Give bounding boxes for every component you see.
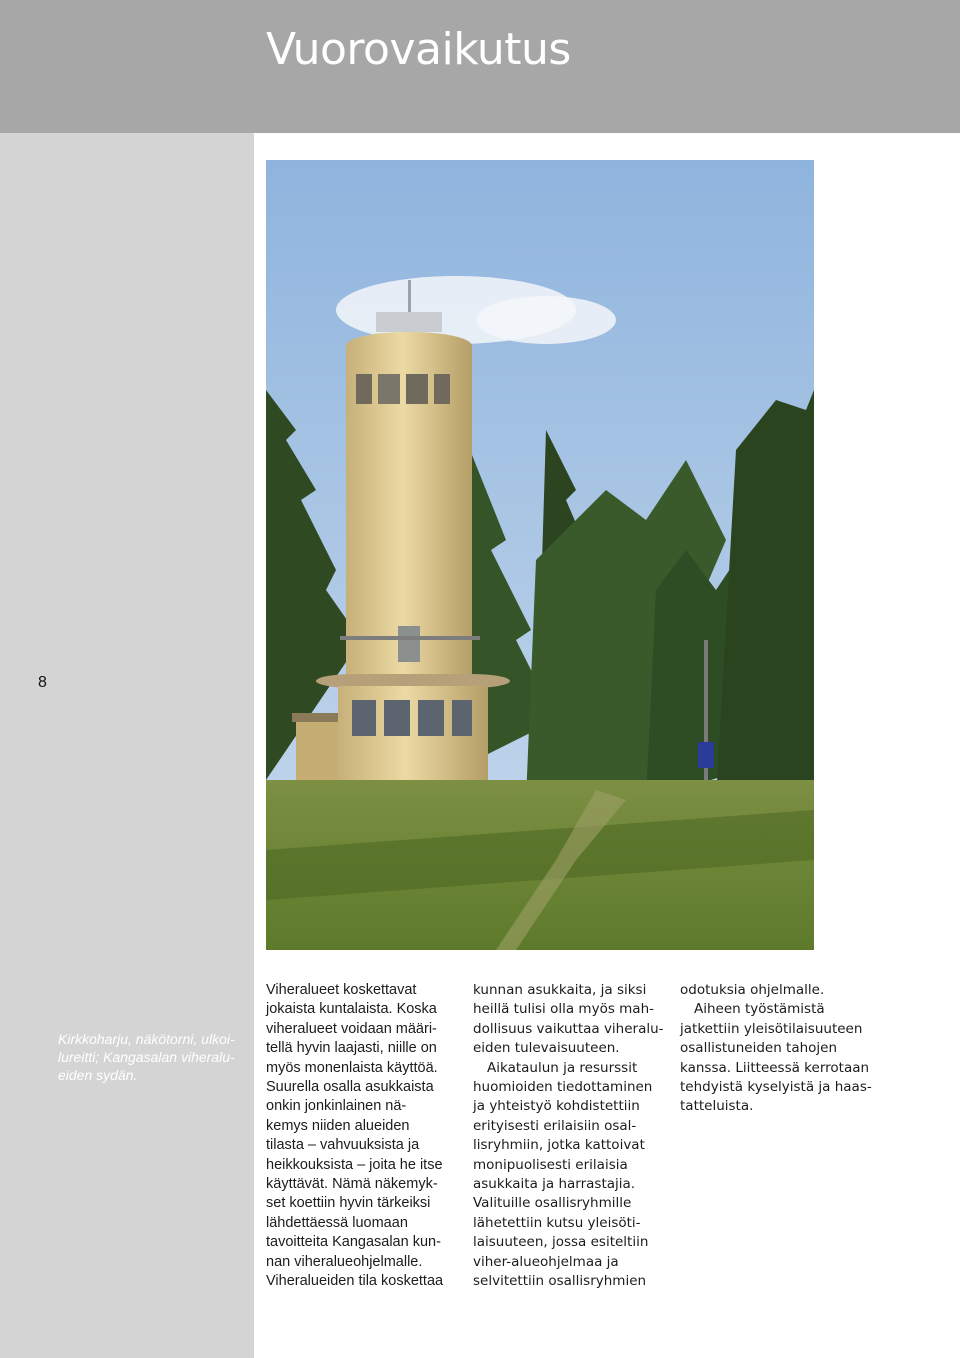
text-line: tilasta – vahvuuksista ja bbox=[266, 1137, 420, 1154]
text-line: jokaista kuntalaista. Koska bbox=[266, 1001, 437, 1018]
text-line: tatteluista. bbox=[680, 1098, 754, 1115]
page-title: Vuorovaikutus bbox=[266, 24, 571, 75]
text-line: dollisuus vaikuttaa viheralu- bbox=[473, 1020, 664, 1037]
text-line: heillä tulisi olla myös mah- bbox=[473, 1001, 655, 1018]
text-line: Valituille osallisryhmille bbox=[473, 1195, 632, 1212]
text-line: lisryhmiin, jotka kattoivat bbox=[473, 1137, 645, 1154]
text-line: Aiheen työstämistä bbox=[694, 1001, 825, 1018]
text-line: eiden tulevaisuuteen. bbox=[473, 1040, 620, 1057]
text-line: nan viheralueohjelmalle. bbox=[266, 1253, 423, 1270]
text-line: erityisesti erilaisiin osal- bbox=[473, 1117, 637, 1134]
text-line: kanssa. Liitteessä kerrotaan bbox=[680, 1059, 870, 1076]
text-line: viher-alueohjelmaa ja bbox=[473, 1253, 619, 1270]
text-line: tellä hyvin laajasti, niille on bbox=[266, 1040, 437, 1057]
photo-caption bbox=[58, 1030, 246, 1084]
body-column-2 bbox=[473, 981, 669, 1292]
text-line: tavoitteita Kangasalan kun- bbox=[266, 1234, 441, 1251]
body-column-1 bbox=[266, 981, 462, 1292]
text-line: kemys niiden alueiden bbox=[266, 1117, 410, 1134]
text-line: käyttävät. Nämä näkemyk- bbox=[266, 1176, 438, 1193]
text-line: Aikataulun ja resurssit bbox=[487, 1059, 638, 1076]
text-line: lähetettiin kutsu yleisöti- bbox=[473, 1214, 641, 1231]
text-line: selvitettiin osallisryhmien bbox=[473, 1273, 647, 1290]
caption-line: eiden sydän. bbox=[58, 1067, 138, 1083]
text-line: Viheralueiden tila koskettaa bbox=[266, 1273, 444, 1290]
text-line: lähdettäessä luomaan bbox=[266, 1214, 408, 1231]
text-line: viheralueet voidaan määri- bbox=[266, 1020, 437, 1037]
text-line: heikkouksista – joita he itse bbox=[266, 1156, 443, 1173]
caption-line: Kirkkoharju, näkötorni, ulkoi- bbox=[58, 1031, 235, 1047]
body-column-3 bbox=[680, 981, 880, 1117]
caption-line: lureitti; Kangasalan viheralu- bbox=[58, 1049, 235, 1065]
text-line: myös monenlaista käyttöä. bbox=[266, 1059, 438, 1076]
text-line: asukkaita ja harrastajia. bbox=[473, 1176, 636, 1193]
tower-photo bbox=[266, 160, 814, 950]
text-line: Suurella osalla asukkaista bbox=[266, 1079, 434, 1096]
text-line: set koettiin hyvin tärkeiksi bbox=[266, 1195, 431, 1212]
text-line: odotuksia ohjelmalle. bbox=[680, 982, 825, 998]
page-number: 8 bbox=[38, 674, 47, 691]
sidebar bbox=[0, 133, 254, 1358]
text-line: jatkettiin yleisötilaisuuteen bbox=[680, 1020, 863, 1037]
text-line: laisuuteen, jossa esiteltiin bbox=[473, 1234, 649, 1251]
text-line: monipuolisesti erilaisia bbox=[473, 1156, 628, 1173]
text-line: Viheralueet koskettavat bbox=[266, 982, 417, 998]
text-line: onkin jonkinlainen nä- bbox=[266, 1098, 407, 1115]
text-line: ja yhteistyö kohdistettiin bbox=[473, 1098, 640, 1115]
text-line: tehdyistä kyselyistä ja haas- bbox=[680, 1079, 872, 1096]
text-line: osallistuneiden tahojen bbox=[680, 1040, 838, 1057]
text-line: huomioiden tiedottaminen bbox=[473, 1079, 653, 1096]
header-band bbox=[0, 0, 960, 133]
text-line: kunnan asukkaita, ja siksi bbox=[473, 982, 647, 998]
